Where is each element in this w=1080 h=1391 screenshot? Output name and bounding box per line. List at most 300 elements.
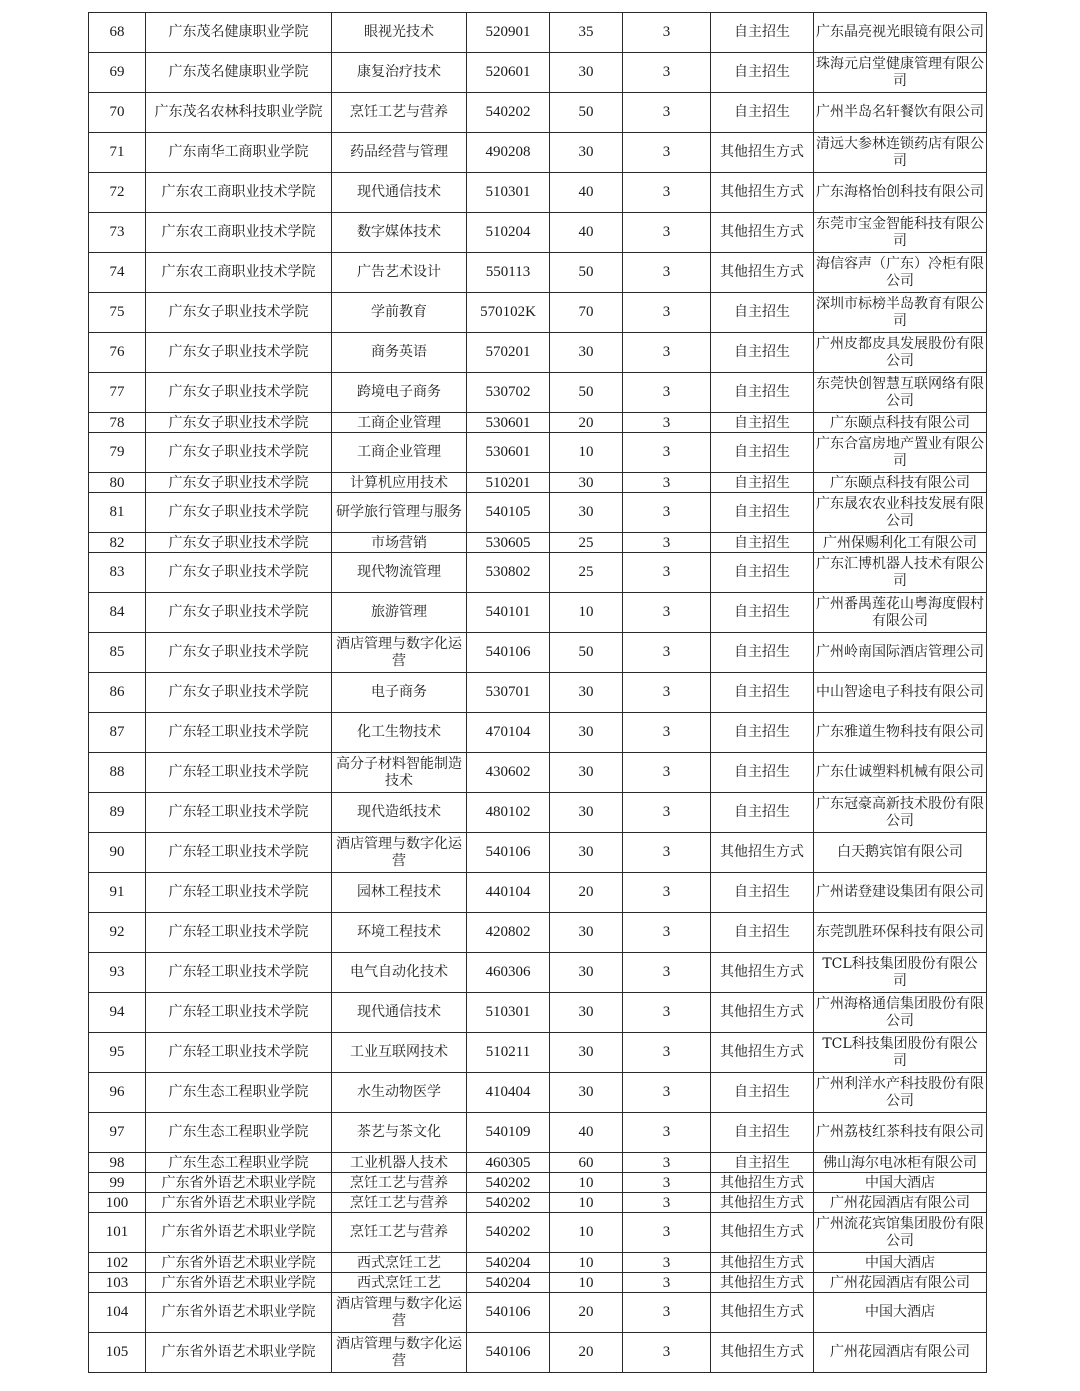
enrollment-method-cell: 自主招生 <box>711 1073 814 1113</box>
school-name-cell: 广东女子职业技术学院 <box>146 593 332 633</box>
duration-years-cell: 3 <box>623 1073 711 1113</box>
row-number-cell: 70 <box>89 93 146 133</box>
partner-company-cell: 广东颐点科技有限公司 <box>814 473 987 493</box>
duration-years-cell: 3 <box>623 713 711 753</box>
enrollment-method-cell: 自主招生 <box>711 293 814 333</box>
enrollment-method-cell: 自主招生 <box>711 873 814 913</box>
major-name-cell: 酒店管理与数字化运营 <box>332 633 467 673</box>
table-row <box>89 1033 987 1073</box>
major-code-cell: 540106 <box>467 1333 550 1373</box>
duration-years-cell: 3 <box>623 993 711 1033</box>
enrollment-count-cell: 30 <box>550 493 623 533</box>
table-row <box>89 413 987 433</box>
duration-years-cell: 3 <box>623 593 711 633</box>
major-code-cell: 520601 <box>467 53 550 93</box>
enrollment-method-cell: 自主招生 <box>711 93 814 133</box>
major-name-cell: 旅游管理 <box>332 593 467 633</box>
table-row <box>89 133 987 173</box>
duration-years-cell: 3 <box>623 873 711 913</box>
enrollment-count-cell: 30 <box>550 133 623 173</box>
enrollment-method-cell: 其他招生方式 <box>711 1173 814 1193</box>
row-number-cell: 81 <box>89 493 146 533</box>
table-row <box>89 633 987 673</box>
table-row <box>89 553 987 593</box>
table-row <box>89 1113 987 1153</box>
partner-company-cell: 白天鹅宾馆有限公司 <box>814 833 987 873</box>
school-name-cell: 广东茂名农林科技职业学院 <box>146 93 332 133</box>
major-code-cell: 550113 <box>467 253 550 293</box>
row-number-cell: 83 <box>89 553 146 593</box>
enrollment-method-cell: 自主招生 <box>711 713 814 753</box>
partner-company-cell: 广州花园酒店有限公司 <box>814 1193 987 1213</box>
school-name-cell: 广东女子职业技术学院 <box>146 373 332 413</box>
major-code-cell: 510211 <box>467 1033 550 1073</box>
major-name-cell: 研学旅行管理与服务 <box>332 493 467 533</box>
enrollment-count-cell: 30 <box>550 53 623 93</box>
duration-years-cell: 3 <box>623 753 711 793</box>
enrollment-count-cell: 20 <box>550 1293 623 1333</box>
duration-years-cell: 3 <box>623 1153 711 1173</box>
partner-company-cell: 东莞市宝金智能科技有限公司 <box>814 213 987 253</box>
major-code-cell: 530601 <box>467 433 550 473</box>
duration-years-cell: 3 <box>623 213 711 253</box>
row-number-cell: 73 <box>89 213 146 253</box>
enrollment-method-cell: 自主招生 <box>711 753 814 793</box>
partner-company-cell: 广州半岛名轩餐饮有限公司 <box>814 93 987 133</box>
row-number-cell: 75 <box>89 293 146 333</box>
enrollment-method-cell: 其他招生方式 <box>711 213 814 253</box>
major-code-cell: 570201 <box>467 333 550 373</box>
school-name-cell: 广东轻工职业技术学院 <box>146 873 332 913</box>
row-number-cell: 100 <box>89 1193 146 1213</box>
partner-company-cell: 广州荔枝红茶科技有限公司 <box>814 1113 987 1153</box>
major-code-cell: 540202 <box>467 1213 550 1253</box>
row-number-cell: 92 <box>89 913 146 953</box>
enrollment-method-cell: 其他招生方式 <box>711 953 814 993</box>
enrollment-method-cell: 其他招生方式 <box>711 1253 814 1273</box>
enrollment-count-cell: 30 <box>550 673 623 713</box>
major-name-cell: 酒店管理与数字化运营 <box>332 833 467 873</box>
duration-years-cell: 3 <box>623 433 711 473</box>
row-number-cell: 78 <box>89 413 146 433</box>
table-row <box>89 793 987 833</box>
major-code-cell: 540109 <box>467 1113 550 1153</box>
enrollment-method-cell: 自主招生 <box>711 493 814 533</box>
enrollment-method-cell: 自主招生 <box>711 673 814 713</box>
enrollment-method-cell: 自主招生 <box>711 913 814 953</box>
table-row <box>89 533 987 553</box>
school-name-cell: 广东省外语艺术职业学院 <box>146 1293 332 1333</box>
table-row <box>89 1213 987 1253</box>
partner-company-cell: 广东晟农农业科技发展有限公司 <box>814 493 987 533</box>
school-name-cell: 广东轻工职业技术学院 <box>146 953 332 993</box>
major-code-cell: 490208 <box>467 133 550 173</box>
partner-company-cell: 广东冠豪高新技术股份有限公司 <box>814 793 987 833</box>
enrollment-count-cell: 30 <box>550 793 623 833</box>
school-name-cell: 广东轻工职业技术学院 <box>146 913 332 953</box>
major-name-cell: 工商企业管理 <box>332 413 467 433</box>
row-number-cell: 79 <box>89 433 146 473</box>
school-name-cell: 广东农工商职业技术学院 <box>146 213 332 253</box>
school-name-cell: 广东农工商职业技术学院 <box>146 253 332 293</box>
enrollment-method-cell: 自主招生 <box>711 413 814 433</box>
school-name-cell: 广东轻工职业技术学院 <box>146 993 332 1033</box>
major-name-cell: 数字媒体技术 <box>332 213 467 253</box>
school-name-cell: 广东轻工职业技术学院 <box>146 833 332 873</box>
row-number-cell: 96 <box>89 1073 146 1113</box>
major-name-cell: 化工生物技术 <box>332 713 467 753</box>
partner-company-cell: 广东海格怡创科技有限公司 <box>814 173 987 213</box>
partner-company-cell: 广州番禺莲花山粤海度假村有限公司 <box>814 593 987 633</box>
school-name-cell: 广东农工商职业技术学院 <box>146 173 332 213</box>
major-name-cell: 工业机器人技术 <box>332 1153 467 1173</box>
table-row <box>89 1073 987 1113</box>
major-code-cell: 420802 <box>467 913 550 953</box>
row-number-cell: 105 <box>89 1333 146 1373</box>
major-name-cell: 工业互联网技术 <box>332 1033 467 1073</box>
row-number-cell: 89 <box>89 793 146 833</box>
partner-company-cell: 广州岭南国际酒店管理公司 <box>814 633 987 673</box>
duration-years-cell: 3 <box>623 913 711 953</box>
school-name-cell: 广东生态工程职业学院 <box>146 1153 332 1173</box>
major-code-cell: 510301 <box>467 993 550 1033</box>
major-code-cell: 530701 <box>467 673 550 713</box>
major-name-cell: 环境工程技术 <box>332 913 467 953</box>
major-code-cell: 540101 <box>467 593 550 633</box>
enrollment-method-cell: 自主招生 <box>711 373 814 413</box>
major-name-cell: 西式烹饪工艺 <box>332 1253 467 1273</box>
enrollment-count-cell: 10 <box>550 1253 623 1273</box>
enrollment-count-cell: 10 <box>550 1273 623 1293</box>
enrollment-method-cell: 自主招生 <box>711 533 814 553</box>
partner-company-cell: 东莞快创智慧互联网络有限公司 <box>814 373 987 413</box>
row-number-cell: 82 <box>89 533 146 553</box>
major-name-cell: 商务英语 <box>332 333 467 373</box>
partner-company-cell: 广东合富房地产置业有限公司 <box>814 433 987 473</box>
duration-years-cell: 3 <box>623 473 711 493</box>
table-row <box>89 1193 987 1213</box>
duration-years-cell: 3 <box>623 1033 711 1073</box>
enrollment-count-cell: 30 <box>550 1033 623 1073</box>
major-code-cell: 530802 <box>467 553 550 593</box>
enrollment-method-cell: 自主招生 <box>711 793 814 833</box>
major-code-cell: 430602 <box>467 753 550 793</box>
enrollment-count-cell: 40 <box>550 213 623 253</box>
enrollment-method-cell: 自主招生 <box>711 333 814 373</box>
table-row <box>89 433 987 473</box>
school-name-cell: 广东轻工职业技术学院 <box>146 713 332 753</box>
school-name-cell: 广东女子职业技术学院 <box>146 493 332 533</box>
duration-years-cell: 3 <box>623 493 711 533</box>
partner-company-cell: 深圳市标榜半岛教育有限公司 <box>814 293 987 333</box>
major-code-cell: 540204 <box>467 1253 550 1273</box>
row-number-cell: 88 <box>89 753 146 793</box>
major-name-cell: 园林工程技术 <box>332 873 467 913</box>
major-name-cell: 计算机应用技术 <box>332 473 467 493</box>
enrollment-method-cell: 其他招生方式 <box>711 1273 814 1293</box>
partner-company-cell: TCL科技集团股份有限公司 <box>814 953 987 993</box>
row-number-cell: 102 <box>89 1253 146 1273</box>
duration-years-cell: 3 <box>623 373 711 413</box>
table-row <box>89 173 987 213</box>
major-code-cell: 530601 <box>467 413 550 433</box>
enrollment-count-cell: 25 <box>550 533 623 553</box>
partner-company-cell: 广州保赐利化工有限公司 <box>814 533 987 553</box>
enrollment-count-cell: 50 <box>550 253 623 293</box>
table-row <box>89 1273 987 1293</box>
school-name-cell: 广东茂名健康职业学院 <box>146 53 332 93</box>
table-row <box>89 593 987 633</box>
table-row <box>89 1293 987 1333</box>
duration-years-cell: 3 <box>623 953 711 993</box>
enrollment-count-cell: 40 <box>550 173 623 213</box>
school-name-cell: 广东南华工商职业学院 <box>146 133 332 173</box>
table-row <box>89 213 987 253</box>
school-name-cell: 广东生态工程职业学院 <box>146 1073 332 1113</box>
major-name-cell: 现代造纸技术 <box>332 793 467 833</box>
enrollment-method-cell: 其他招生方式 <box>711 833 814 873</box>
duration-years-cell: 3 <box>623 1213 711 1253</box>
partner-company-cell: 海信容声（广东）冷柜有限公司 <box>814 253 987 293</box>
duration-years-cell: 3 <box>623 1173 711 1193</box>
enrollment-method-cell: 其他招生方式 <box>711 133 814 173</box>
school-name-cell: 广东省外语艺术职业学院 <box>146 1213 332 1253</box>
table-row <box>89 753 987 793</box>
enrollment-method-cell: 自主招生 <box>711 593 814 633</box>
enrollment-count-cell: 10 <box>550 1193 623 1213</box>
partner-company-cell: 广州流花宾馆集团股份有限公司 <box>814 1213 987 1253</box>
major-name-cell: 电子商务 <box>332 673 467 713</box>
duration-years-cell: 3 <box>623 133 711 173</box>
enrollment-count-cell: 10 <box>550 1173 623 1193</box>
major-code-cell: 540202 <box>467 1173 550 1193</box>
major-code-cell: 540202 <box>467 93 550 133</box>
duration-years-cell: 3 <box>623 553 711 593</box>
major-name-cell: 酒店管理与数字化运营 <box>332 1293 467 1333</box>
major-name-cell: 市场营销 <box>332 533 467 553</box>
enrollment-count-cell: 30 <box>550 833 623 873</box>
table-row <box>89 913 987 953</box>
row-number-cell: 99 <box>89 1173 146 1193</box>
enrollment-count-cell: 10 <box>550 1213 623 1253</box>
enrollment-method-cell: 其他招生方式 <box>711 1293 814 1333</box>
enrollment-count-cell: 30 <box>550 713 623 753</box>
table-row <box>89 1173 987 1193</box>
enrollment-count-cell: 20 <box>550 413 623 433</box>
enrollment-count-cell: 70 <box>550 293 623 333</box>
enrollment-method-cell: 自主招生 <box>711 553 814 593</box>
major-code-cell: 520901 <box>467 13 550 53</box>
major-name-cell: 药品经营与管理 <box>332 133 467 173</box>
row-number-cell: 84 <box>89 593 146 633</box>
major-code-cell: 460305 <box>467 1153 550 1173</box>
major-code-cell: 510301 <box>467 173 550 213</box>
partner-company-cell: 广东汇博机器人技术有限公司 <box>814 553 987 593</box>
major-code-cell: 470104 <box>467 713 550 753</box>
school-name-cell: 广东生态工程职业学院 <box>146 1113 332 1153</box>
table-row <box>89 1153 987 1173</box>
row-number-cell: 68 <box>89 13 146 53</box>
table-row <box>89 953 987 993</box>
enrollment-method-cell: 其他招生方式 <box>711 1333 814 1373</box>
duration-years-cell: 3 <box>623 293 711 333</box>
enrollment-method-cell: 自主招生 <box>711 633 814 673</box>
duration-years-cell: 3 <box>623 1113 711 1153</box>
table-row <box>89 493 987 533</box>
school-name-cell: 广东女子职业技术学院 <box>146 633 332 673</box>
major-name-cell: 水生动物医学 <box>332 1073 467 1113</box>
partner-company-cell: 珠海元启堂健康管理有限公司 <box>814 53 987 93</box>
row-number-cell: 77 <box>89 373 146 413</box>
partner-company-cell: 广东雅道生物科技有限公司 <box>814 713 987 753</box>
table-row <box>89 333 987 373</box>
row-number-cell: 72 <box>89 173 146 213</box>
row-number-cell: 95 <box>89 1033 146 1073</box>
duration-years-cell: 3 <box>623 413 711 433</box>
row-number-cell: 85 <box>89 633 146 673</box>
row-number-cell: 103 <box>89 1273 146 1293</box>
duration-years-cell: 3 <box>623 1333 711 1373</box>
school-name-cell: 广东女子职业技术学院 <box>146 553 332 593</box>
school-name-cell: 广东女子职业技术学院 <box>146 293 332 333</box>
major-code-cell: 540106 <box>467 833 550 873</box>
major-name-cell: 电气自动化技术 <box>332 953 467 993</box>
duration-years-cell: 3 <box>623 1253 711 1273</box>
enrollment-count-cell: 30 <box>550 1073 623 1113</box>
partner-company-cell: 中国大酒店 <box>814 1293 987 1333</box>
enrollment-method-cell: 自主招生 <box>711 433 814 473</box>
partner-company-cell: 广州海格通信集团股份有限公司 <box>814 993 987 1033</box>
enrollment-method-cell: 其他招生方式 <box>711 1033 814 1073</box>
major-code-cell: 510204 <box>467 213 550 253</box>
school-name-cell: 广东省外语艺术职业学院 <box>146 1173 332 1193</box>
major-name-cell: 烹饪工艺与营养 <box>332 1193 467 1213</box>
major-name-cell: 烹饪工艺与营养 <box>332 93 467 133</box>
duration-years-cell: 3 <box>623 173 711 213</box>
enrollment-count-cell: 10 <box>550 593 623 633</box>
duration-years-cell: 3 <box>623 1273 711 1293</box>
major-name-cell: 学前教育 <box>332 293 467 333</box>
enrollment-count-cell: 20 <box>550 1333 623 1373</box>
row-number-cell: 86 <box>89 673 146 713</box>
row-number-cell: 69 <box>89 53 146 93</box>
school-name-cell: 广东女子职业技术学院 <box>146 413 332 433</box>
school-name-cell: 广东女子职业技术学院 <box>146 673 332 713</box>
table-row <box>89 713 987 753</box>
school-name-cell: 广东女子职业技术学院 <box>146 333 332 373</box>
major-code-cell: 510201 <box>467 473 550 493</box>
partner-company-cell: 广州皮都皮具发展股份有限公司 <box>814 333 987 373</box>
enrollment-count-cell: 10 <box>550 433 623 473</box>
duration-years-cell: 3 <box>623 533 711 553</box>
enrollment-count-cell: 50 <box>550 633 623 673</box>
duration-years-cell: 3 <box>623 1293 711 1333</box>
table-row <box>89 373 987 413</box>
row-number-cell: 91 <box>89 873 146 913</box>
enrollment-count-cell: 30 <box>550 473 623 493</box>
row-number-cell: 87 <box>89 713 146 753</box>
school-name-cell: 广东轻工职业技术学院 <box>146 793 332 833</box>
school-name-cell: 广东省外语艺术职业学院 <box>146 1193 332 1213</box>
partner-company-cell: 广州利洋水产科技股份有限公司 <box>814 1073 987 1113</box>
duration-years-cell: 3 <box>623 93 711 133</box>
enrollment-method-cell: 自主招生 <box>711 53 814 93</box>
row-number-cell: 76 <box>89 333 146 373</box>
enrollment-count-cell: 30 <box>550 953 623 993</box>
school-name-cell: 广东省外语艺术职业学院 <box>146 1273 332 1293</box>
major-name-cell: 高分子材料智能制造技术 <box>332 753 467 793</box>
table-row <box>89 293 987 333</box>
table-row <box>89 473 987 493</box>
table-row <box>89 13 987 53</box>
partner-company-cell: 广州花园酒店有限公司 <box>814 1333 987 1373</box>
school-name-cell: 广东省外语艺术职业学院 <box>146 1253 332 1273</box>
major-name-cell: 康复治疗技术 <box>332 53 467 93</box>
major-name-cell: 眼视光技术 <box>332 13 467 53</box>
school-name-cell: 广东女子职业技术学院 <box>146 533 332 553</box>
partner-company-cell: 广东颐点科技有限公司 <box>814 413 987 433</box>
enrollment-method-cell: 其他招生方式 <box>711 173 814 213</box>
partner-company-cell: 广东晶亮视光眼镜有限公司 <box>814 13 987 53</box>
major-code-cell: 540204 <box>467 1273 550 1293</box>
major-code-cell: 440104 <box>467 873 550 913</box>
enrollment-count-cell: 30 <box>550 753 623 793</box>
duration-years-cell: 3 <box>623 1193 711 1213</box>
enrollment-method-cell: 自主招生 <box>711 13 814 53</box>
enrollment-method-cell: 自主招生 <box>711 1153 814 1173</box>
table-body <box>89 13 987 1373</box>
partner-company-cell: 中山智途电子科技有限公司 <box>814 673 987 713</box>
major-name-cell: 现代物流管理 <box>332 553 467 593</box>
partner-company-cell: 广东仕诚塑料机械有限公司 <box>814 753 987 793</box>
major-name-cell: 工商企业管理 <box>332 433 467 473</box>
major-code-cell: 460306 <box>467 953 550 993</box>
major-code-cell: 540202 <box>467 1193 550 1213</box>
school-name-cell: 广东女子职业技术学院 <box>146 473 332 493</box>
partner-company-cell: 清远大参林连锁药店有限公司 <box>814 133 987 173</box>
table-row <box>89 673 987 713</box>
enrollment-method-cell: 其他招生方式 <box>711 993 814 1033</box>
duration-years-cell: 3 <box>623 633 711 673</box>
duration-years-cell: 3 <box>623 673 711 713</box>
row-number-cell: 74 <box>89 253 146 293</box>
school-name-cell: 广东女子职业技术学院 <box>146 433 332 473</box>
partner-company-cell: 佛山海尔电冰柜有限公司 <box>814 1153 987 1173</box>
partner-company-cell: 广州花园酒店有限公司 <box>814 1273 987 1293</box>
row-number-cell: 98 <box>89 1153 146 1173</box>
duration-years-cell: 3 <box>623 833 711 873</box>
enrollment-method-cell: 其他招生方式 <box>711 253 814 293</box>
major-name-cell: 跨境电子商务 <box>332 373 467 413</box>
major-name-cell: 广告艺术设计 <box>332 253 467 293</box>
enrollment-count-cell: 20 <box>550 873 623 913</box>
row-number-cell: 80 <box>89 473 146 493</box>
major-name-cell: 烹饪工艺与营养 <box>332 1173 467 1193</box>
partner-company-cell: 中国大酒店 <box>814 1253 987 1273</box>
major-name-cell: 现代通信技术 <box>332 173 467 213</box>
enrollment-count-cell: 35 <box>550 13 623 53</box>
row-number-cell: 104 <box>89 1293 146 1333</box>
partner-company-cell: 中国大酒店 <box>814 1173 987 1193</box>
enrollment-count-cell: 30 <box>550 913 623 953</box>
major-name-cell: 现代通信技术 <box>332 993 467 1033</box>
enrollment-count-cell: 50 <box>550 93 623 133</box>
major-code-cell: 540106 <box>467 1293 550 1333</box>
partner-company-cell: TCL科技集团股份有限公司 <box>814 1033 987 1073</box>
enrollment-count-cell: 40 <box>550 1113 623 1153</box>
table-row <box>89 873 987 913</box>
duration-years-cell: 3 <box>623 53 711 93</box>
